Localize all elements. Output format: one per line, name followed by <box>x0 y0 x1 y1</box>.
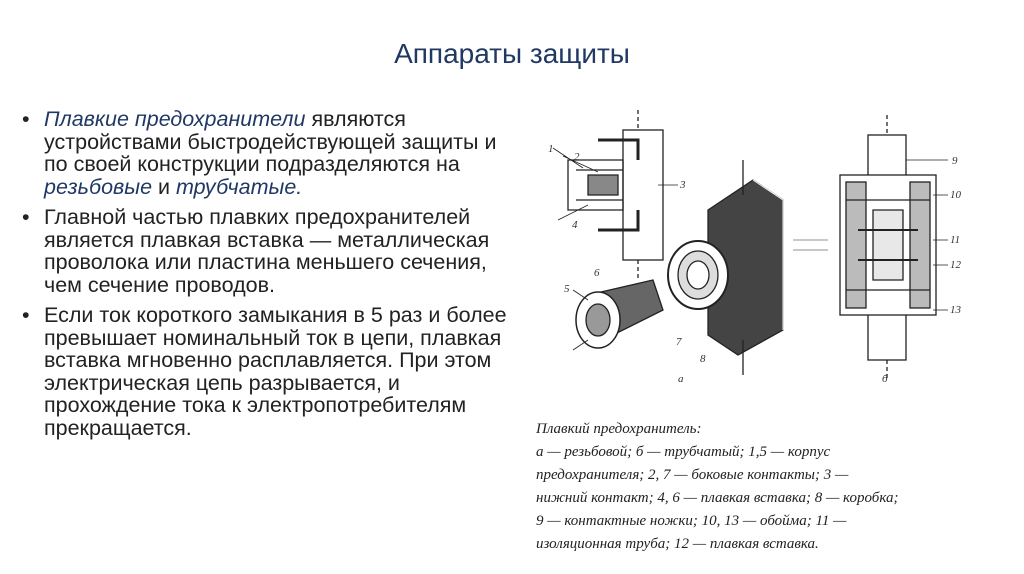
figure-label: а <box>678 373 684 385</box>
figure-label: 12 <box>950 259 961 271</box>
figure-label: 5 <box>564 283 570 295</box>
fuse-illustration <box>528 100 1018 400</box>
bullet-marker: • <box>22 205 30 229</box>
bullet-item <box>22 304 512 439</box>
caption-line: изоляционная труба; 12 — плавкая вставка. <box>536 536 819 552</box>
side-contact <box>598 140 638 160</box>
bullet-text-part: Плавкие предохранители <box>44 107 306 131</box>
figure-caption <box>536 418 1016 556</box>
caption-line: Плавкий предохранитель: <box>536 421 702 437</box>
figure-label: 13 <box>950 304 961 316</box>
bullet-text-part: и <box>152 174 176 199</box>
figure-label: 6 <box>594 267 600 279</box>
fuse-drawing <box>528 100 1018 400</box>
bullet-text-part: являются устройствами быстродействующей защиты и по своей конструкции подразделяются на <box>44 107 497 176</box>
caption-line: нижний контакт; 4, 6 — плавкая вставка; 8 — коробка; <box>536 490 899 506</box>
bullet-text-part: Если ток короткого замыкания в 5 раз и более превышает номинальный ток в цепи, плавкая вставка мгновенно расплавляется. При этом электрическая цепь разрывается, и прохождение тока к электропотребителям прекращается. <box>44 303 507 440</box>
bullet-marker: • <box>22 303 30 327</box>
bullet-text-part: резьбовые <box>44 174 153 199</box>
slide-title: Аппараты защиты <box>394 38 630 69</box>
figure-label: 4 <box>572 219 578 231</box>
bullet-text-part: Главной частью плавких предохранителей является плавкая вставка — металлическая проволока или пластина меньшего сечения, чем сечение проводов. <box>44 205 490 297</box>
bullet-item <box>22 108 512 198</box>
figure-label: 10 <box>950 189 961 201</box>
caption-line: предохранителя; 2, 7 — боковые контакты; 3 — <box>536 467 849 483</box>
bullet-item <box>22 206 512 296</box>
bullet-list <box>22 108 512 447</box>
caption-line: а — резьбовой; б — трубчатый; 1,5 — корпус <box>536 444 831 460</box>
fuse-body-section <box>623 130 663 260</box>
figure-label: 9 <box>952 155 958 167</box>
bullet-marker: • <box>22 107 30 131</box>
figure-label: 8 <box>700 353 706 365</box>
bullet-text-part: трубчатые. <box>176 174 303 199</box>
figure-label: 2 <box>574 151 580 163</box>
caption-line: 9 — контактные ножки; 10, 13 — обойма; 11 — <box>536 513 847 529</box>
figure-label: 11 <box>950 234 961 246</box>
figure-label: 7 <box>676 336 682 348</box>
figure-label: 1 <box>548 143 554 155</box>
figure-label: 3 <box>680 179 686 191</box>
figure-label: б <box>882 373 888 385</box>
